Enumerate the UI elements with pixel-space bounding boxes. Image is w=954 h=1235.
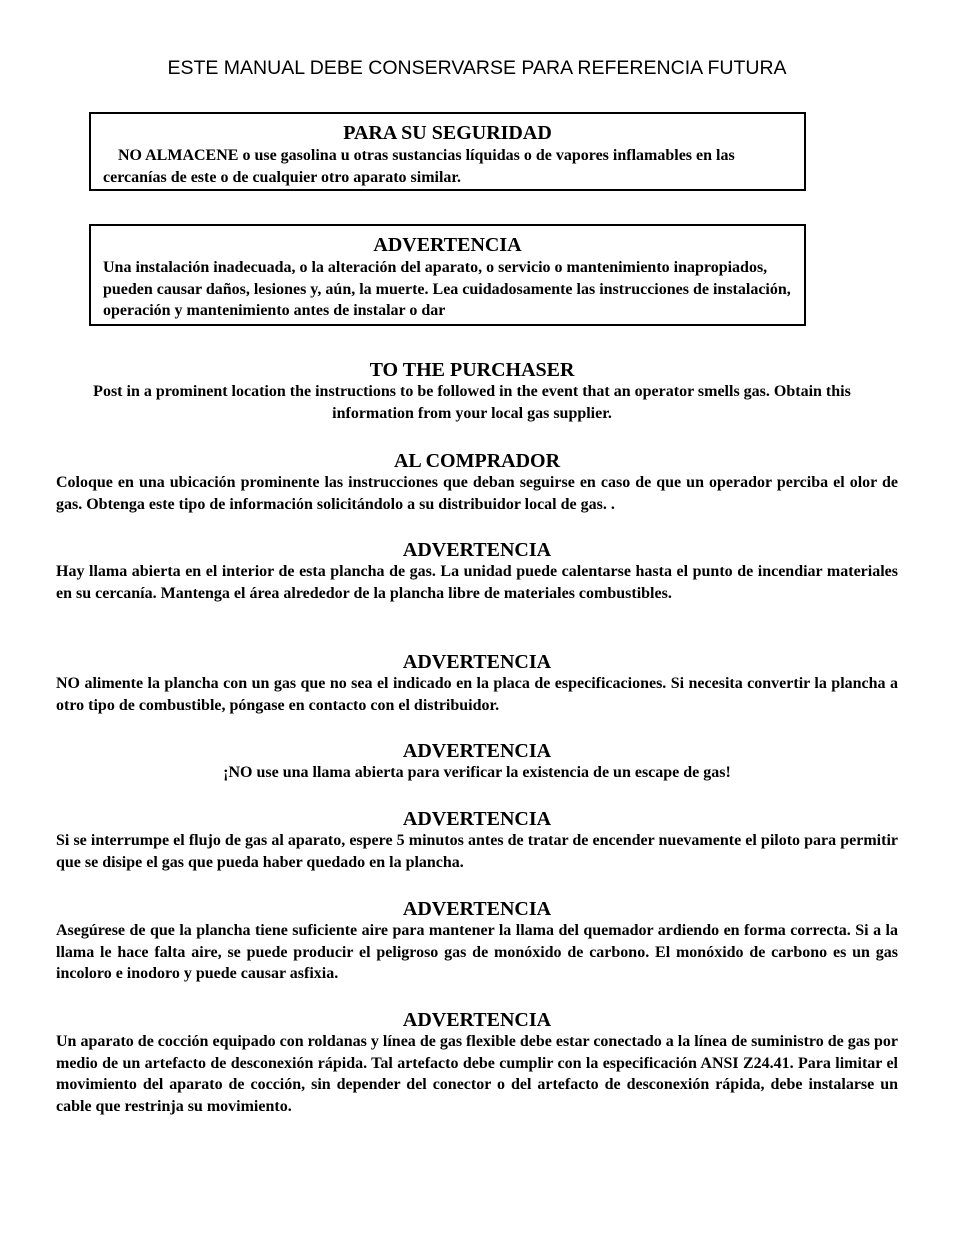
safety-box-text: NO ALMACENE o use gasolina u otras sustancias líquidas o de vapores inflamables en las cercanías de este o de cualquier otro aparato similar. bbox=[103, 147, 735, 186]
manual-notice: ESTE MANUAL DEBE CONSERVARSE PARA REFERENCIA FUTURA bbox=[167, 57, 787, 79]
section-warning-casters bbox=[56, 1009, 898, 1117]
section-text: Asegúrese de que la plancha tiene suficiente aire para mantener la llama del quemador ardiendo en forma correcta. Si a la llama le hace falta aire, se puede producir el peligroso gas de monóxido de carbono. El monóxido de carbono es un gas incoloro e inodoro y puede causar asfixia. bbox=[56, 922, 898, 982]
section-text: Hay llama abierta en el interior de esta plancha de gas. La unidad puede calentarse hasta el punto de incendiar materiales en su cercanía. Mantenga el área alrededor de la plancha libre de materiales combustibles. bbox=[56, 563, 898, 602]
section-text: Un aparato de cocción equipado con roldanas y línea de gas flexible debe estar conectado a la línea de suministro de gas por medio de un artefacto de desconexión rápida. Tal artefacto debe cumplir con la especificación ANSI Z24.41. Para limitar el movimiento del aparato de cocción, sin depender del conector o del artefacto de desconexión rápida, debe instalarse un cable que restrinja su movimiento. bbox=[56, 1033, 898, 1115]
section-warning-gas-type bbox=[56, 651, 898, 716]
warning-box bbox=[89, 224, 806, 326]
section-title: ADVERTENCIA bbox=[402, 1009, 552, 1031]
section-warning-gas-interrupt bbox=[56, 808, 898, 873]
section-text: Si se interrumpe el flujo de gas al aparato, espere 5 minutos antes de tratar de encender nuevamente el piloto para permitir que se disipe el gas que pueda haber quedado en la plancha. bbox=[56, 832, 898, 871]
section-title: AL COMPRADOR bbox=[393, 450, 561, 472]
section-title: ADVERTENCIA bbox=[402, 740, 552, 762]
section-al-comprador bbox=[56, 450, 898, 515]
section-text: ¡NO use una llama abierta para verificar la existencia de un escape de gas! bbox=[223, 764, 731, 781]
warning-box-text: Una instalación inadecuada, o la alteración del aparato, o servicio o mantenimiento inapropiados, pueden causar daños, lesiones y, aún, la muerte. Lea cuidadosamente las instrucciones de instalación, operación y mantenimiento antes de instalar o dar bbox=[103, 259, 791, 319]
section-warning-leak-check bbox=[56, 740, 898, 784]
safety-box-title: PARA SU SEGURIDAD bbox=[343, 122, 552, 144]
section-title: ADVERTENCIA bbox=[402, 651, 552, 673]
section-title: ADVERTENCIA bbox=[402, 898, 552, 920]
section-title: ADVERTENCIA bbox=[402, 808, 552, 830]
warning-box-title: ADVERTENCIA bbox=[373, 234, 522, 256]
section-title: ADVERTENCIA bbox=[402, 539, 552, 561]
safety-box bbox=[89, 112, 806, 191]
section-title: TO THE PURCHASER bbox=[369, 359, 575, 381]
section-text: Post in a prominent location the instructions to be followed in the event that an operator smells gas. Obtain this information from your local gas supplier. bbox=[93, 383, 851, 422]
section-warning-open-flame bbox=[56, 539, 898, 604]
section-to-the-purchaser bbox=[88, 359, 856, 424]
section-text: NO alimente la plancha con un gas que no sea el indicado en la placa de especificaciones. Si necesita convertir la plancha a otro tipo de combustible, póngase en contacto con el distribuidor. bbox=[56, 675, 898, 714]
section-warning-air-supply bbox=[56, 898, 898, 985]
section-text: Coloque en una ubicación prominente las instrucciones que deban seguirse en caso de que un operador perciba el olor de gas. Obtenga este tipo de información solicitándolo a su distribuidor local de gas. . bbox=[56, 474, 898, 513]
